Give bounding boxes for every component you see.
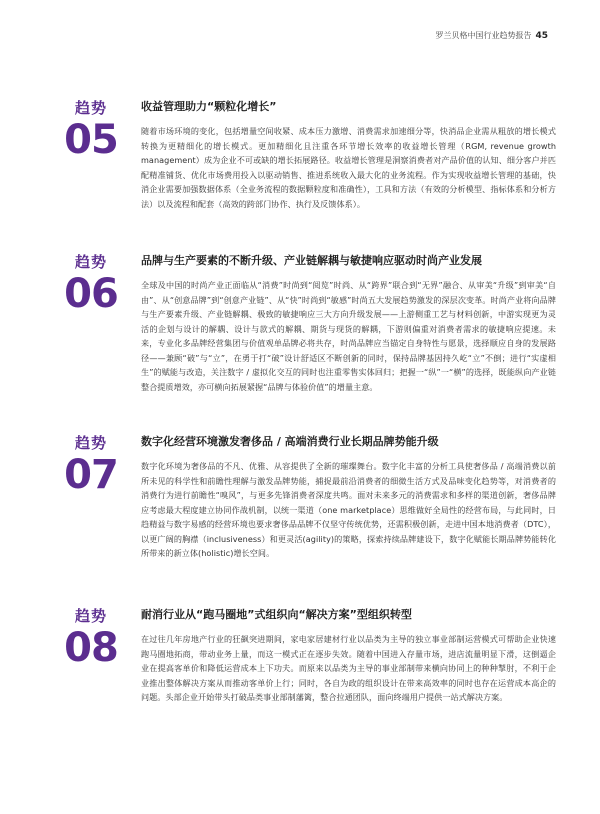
trend-title: 耐消行业从“跑马圈地”式组织向“解决方案”型组织转型 xyxy=(141,608,412,621)
trend-word: 趋势 xyxy=(74,434,107,452)
trend-paragraph: 数字化环境为奢侈品的不凡、优雅、从容提供了全新的璀璨舞台。数字化丰富的分析工具使奢侈品 / 高端消费以前所未见的科学性和前瞻性理解与激发品牌势能，捕捉最前沿消费者的细微生活方式及品味变化趋势等，对消费者的消费行为进行前瞻性“嗅风”，与更多先锋消费者深度共鸣。面对未来多元的消费需求和多样的渠道创新，奢侈品牌应考虑最大程度建立协同作战机制，以统一渠道（one marketplace）思维做好全局性的经营布局，与此同时，日趋精益与数字易感的经营环境也要求奢侈品品牌不仅坚守传统优势，还需积极创新，走进中国本地消费者（DTC），以更广阔的胸襟（inclusiveness）和更灵活(agility)的策略，探索持续品牌建设下，数字化赋能长期品牌势能转化所带来的新立体(holistic)增长空间。 xyxy=(141,461,556,558)
trend-paragraph: 随着市场环境的变化，包括增量空间收紧、成本压力激增、消费需求加速细分等，快消品企业需从粗放的增长模式转换为更精细化的增长模式。更加精细化且注重各环节增长效率的收益增长管理（RGM, revenue growth management）成为企业不可或缺的增长拓展路径。收益增长管理是洞察消费者对产品价值的认知、细分客户并匹配精准铺货、优化市场费用投入以驱动销售、推进系统收入最大化的业务流程。作为实现收益增长管理的基础，快消企业需要加强数据体系（全业务流程的数据颗粒度和准确性），工具和方法（有效的分析模型、指标体系和分析方法）以及流程和配套（高效的跨部门协作、执行及反馈体系）。 xyxy=(141,126,556,209)
trend-content xyxy=(126,435,556,561)
trend-content xyxy=(126,100,556,211)
trend-08 xyxy=(56,608,556,705)
report-title: 罗兰贝格中国行业趋势报告 xyxy=(435,31,532,40)
trend-content xyxy=(126,608,556,705)
trend-title: 数字化经营环境激发奢侈品 / 高端消费行业长期品牌势能升级 xyxy=(141,435,439,448)
trend-05 xyxy=(56,100,556,211)
page-number: 45 xyxy=(535,30,548,41)
trend-07 xyxy=(56,435,556,561)
trend-paragraph: 在过往几年房地产行业的狂飙突进期间，家电家居建材行业以品类为主导的独立事业部制运营模式可帮助企业快速跑马圈地拓商，带动业务上量，而这一模式正在逐步失效。随着中国进入存量市场，进店流量明显下滑，这倒逼企业在提高客单价和降低运营成本上下功夫。而原来以品类为主导的事业部制带来横向协同上的种种掣肘，不利于企业推出整体解决方案从而推动客单价上行；同时，各自为政的组织设计在带来高效率的同时也存在运营成本高企的问题。头部企业开始带头打破品类事业部制藩篱，整合拉通团队，面向终端用户提供一站式解决方案。 xyxy=(141,634,556,702)
trend-title: 收益管理助力“颗粒化增长” xyxy=(141,100,277,113)
trend-title: 品牌与生产要素的不断升级、产业链解耦与敏捷响应驱动时尚产业发展 xyxy=(141,254,482,267)
trend-number: 08 xyxy=(64,625,118,671)
trend-badge xyxy=(56,435,126,561)
trend-06 xyxy=(56,254,556,394)
trend-word: 趋势 xyxy=(74,253,107,271)
trend-word: 趋势 xyxy=(74,99,107,117)
trend-number: 06 xyxy=(64,271,118,317)
trend-paragraph: 全球及中国的时尚产业正面临从“消费”时尚到“阅览”时尚、从“跨界”联合到“无界”融合、从审美“升级”到审美“自由”、从“创意品牌”到“创意产业链”、从“快”时尚到“敏感”时尚五大发展趋势激发的深层次变革。时尚产业将向品牌与生产要素升级、产业链解耦、极致的敏捷响应三大方向升级发展——上游侧重工艺与材料创新，中游实现更为灵活的企划与设计的解耦、设计与款式的解耦、期货与现货的解耦，下游则偏重对消费者需求的敏捷响应提速。未来，专业化多品牌经营集团与价值观单品牌必将共存，时尚品牌应当锚定自身特性与愿景，选择顺应自身的发展路径——兼顾“破”与“立”，在勇于打“破”设计舒适区不断创新的同时，保持品牌基因持久屹“立”不倒；进行“实虚相生”的赋能与改造，关注数字 / 虚拟化交互的同时也注重零售实体回归；把握一“纵”一“横”的选择，既能纵向产业链整合提质增效，亦可横向拓展紧握“品牌与体验价值”的增量主意。 xyxy=(141,280,556,392)
trend-number: 05 xyxy=(64,117,118,163)
trend-word: 趋势 xyxy=(74,607,107,625)
trend-badge xyxy=(56,608,126,705)
trend-content xyxy=(126,254,556,394)
page-header xyxy=(435,30,548,41)
trend-badge xyxy=(56,100,126,211)
trend-number: 07 xyxy=(64,452,118,498)
trend-badge xyxy=(56,254,126,394)
